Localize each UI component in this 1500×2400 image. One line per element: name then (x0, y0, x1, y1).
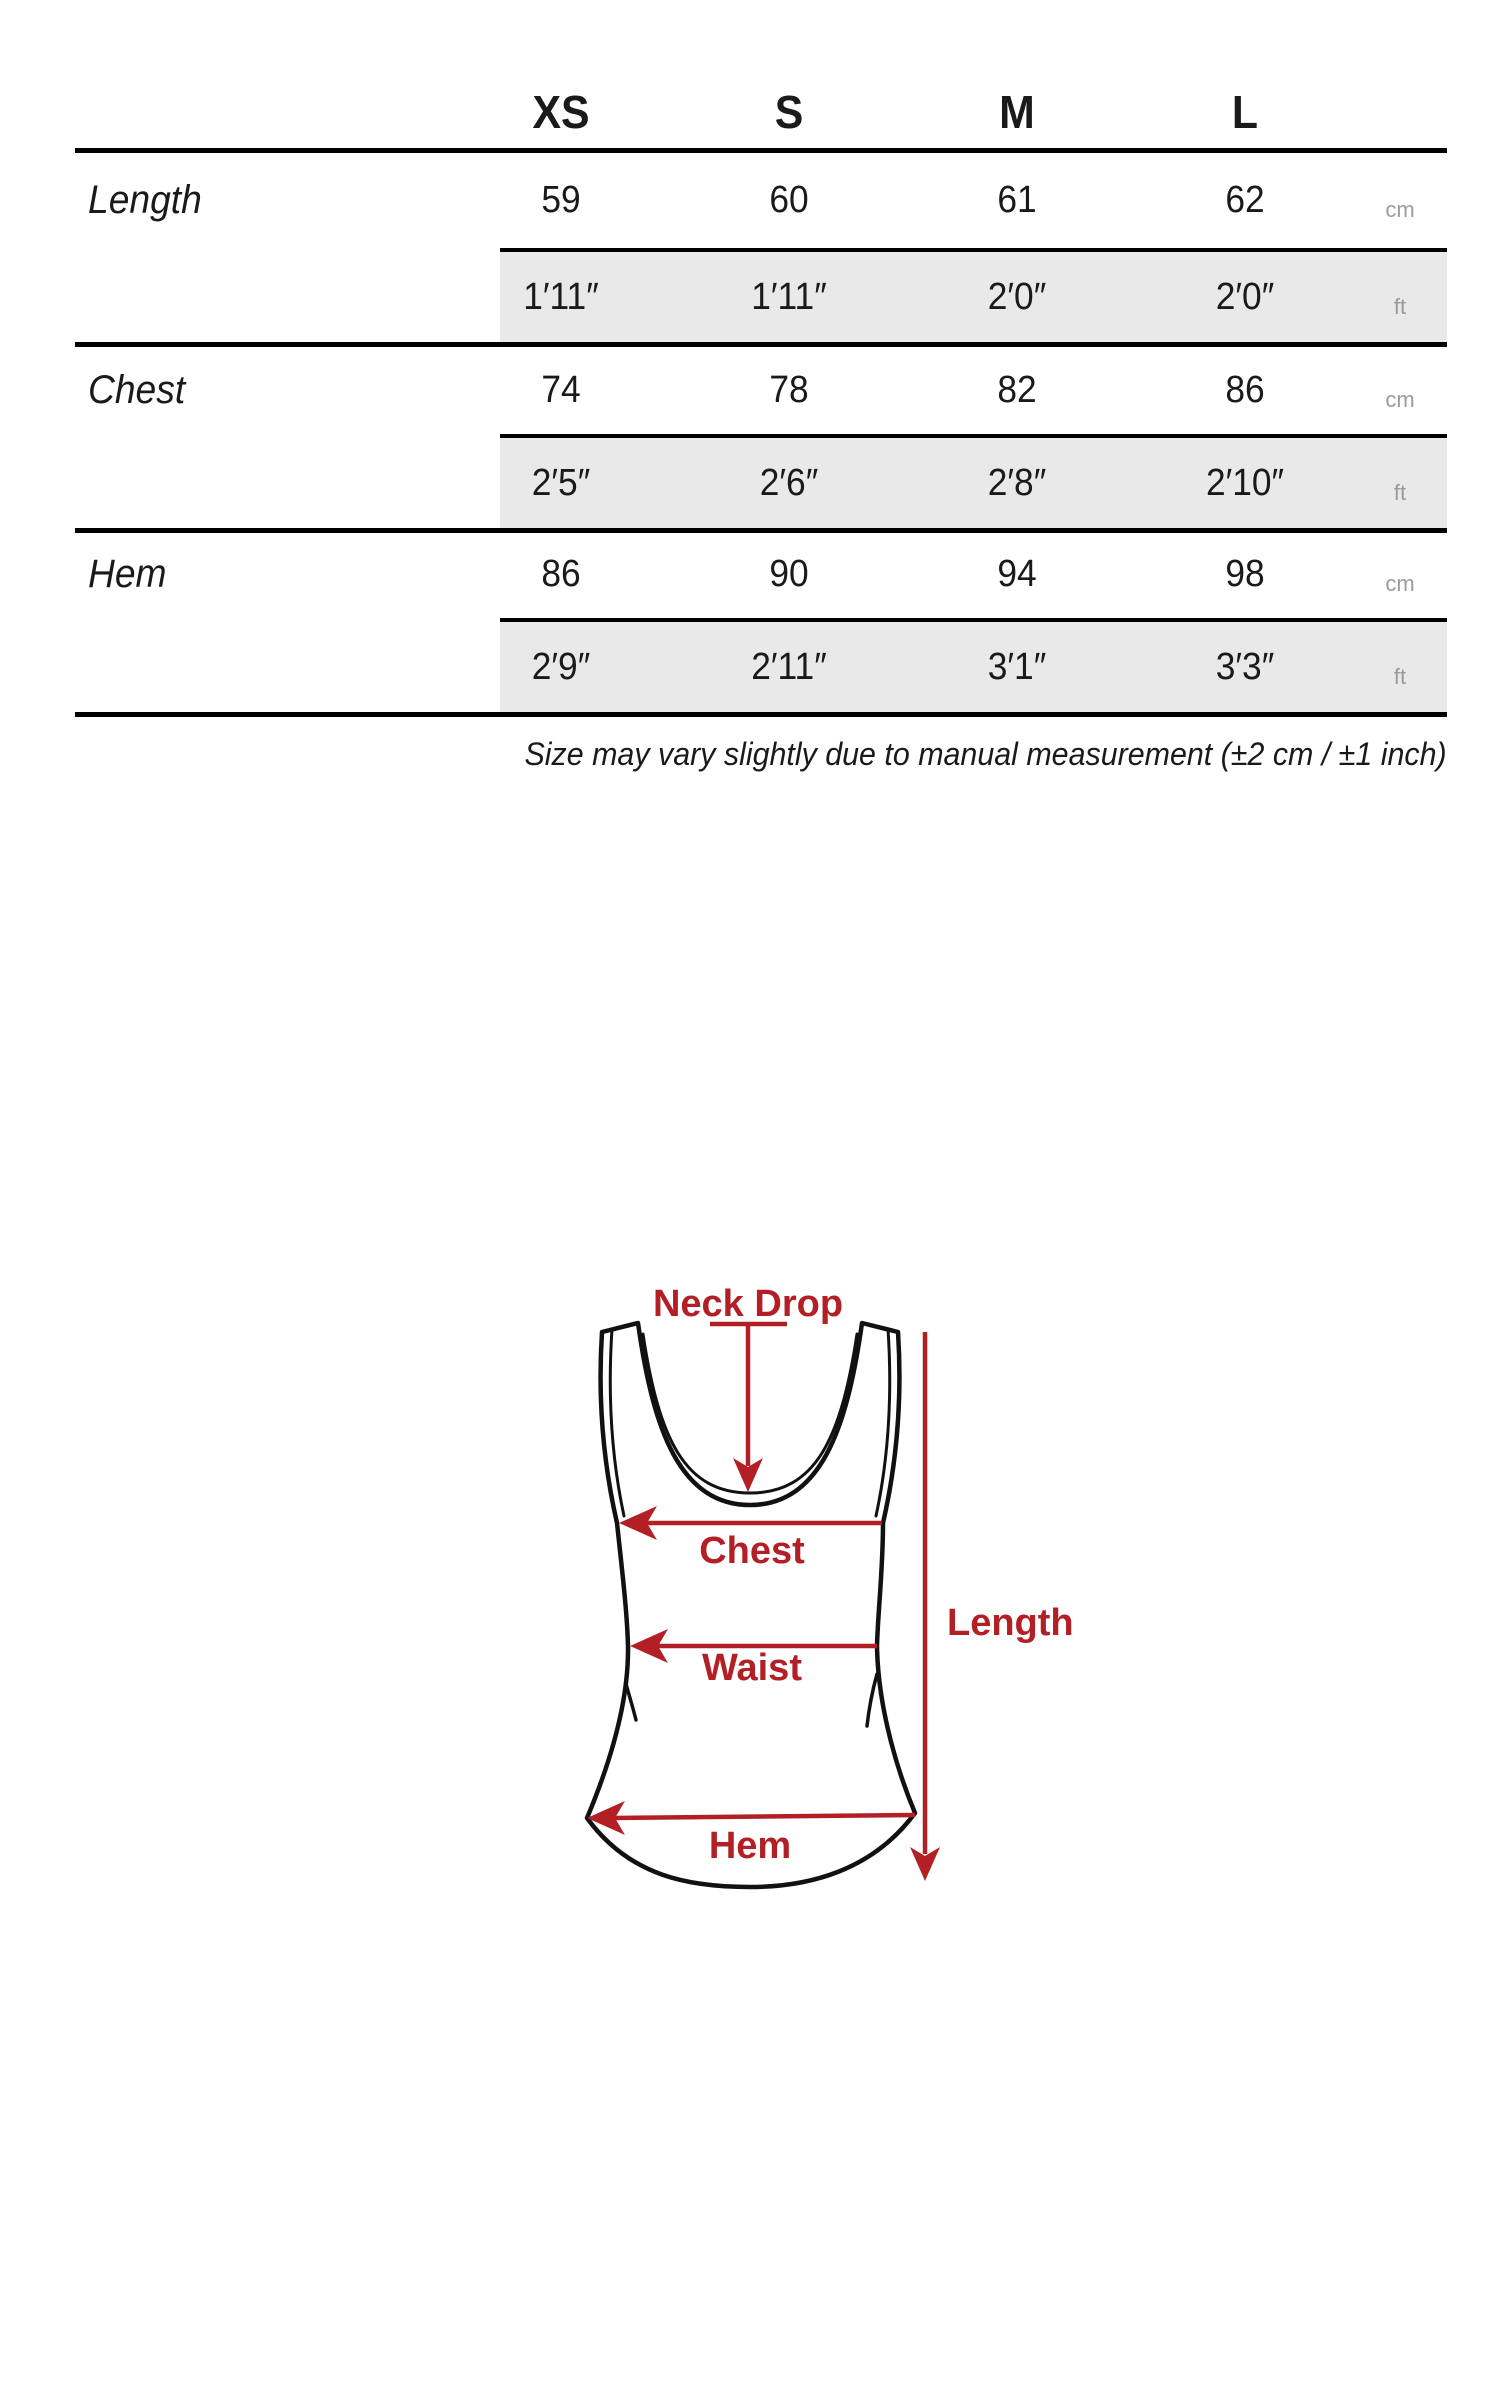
unit-label-cm: cm (1385, 197, 1415, 222)
cm-value: 62 (1225, 179, 1265, 221)
cm-value: 60 (769, 179, 809, 221)
size-col-header-xs: XS (532, 86, 590, 138)
cm-value: 94 (997, 553, 1037, 595)
cm-value: 59 (541, 179, 581, 221)
cm-value: 86 (541, 553, 581, 595)
ft-value: 2′8″ (987, 462, 1047, 504)
row-label-chest: Chest (88, 368, 186, 412)
cm-value: 78 (769, 369, 809, 411)
cm-value: 82 (997, 369, 1037, 411)
unit-label-ft: ft (1393, 664, 1407, 689)
ft-value: 3′1″ (987, 646, 1047, 688)
cm-value: 61 (997, 179, 1037, 221)
size-col-header-l: L (1231, 86, 1259, 138)
ft-value: 2′9″ (531, 646, 591, 688)
ft-value: 1′11″ (523, 276, 599, 318)
chest-label: Chest (699, 1530, 805, 1572)
hem-label: Hem (708, 1825, 792, 1867)
ft-value: 2′6″ (759, 462, 819, 504)
cm-value: 98 (1225, 553, 1265, 595)
table-rule (75, 528, 1447, 533)
size-col-header-s: S (774, 86, 804, 138)
ft-value: 2′5″ (531, 462, 591, 504)
unit-label-cm: cm (1385, 571, 1415, 596)
unit-label-ft: ft (1393, 294, 1407, 319)
cm-value: 90 (769, 553, 809, 595)
ft-value: 2′0″ (1215, 276, 1275, 318)
table-rule (75, 342, 1447, 347)
row-label-hem: Hem (88, 552, 167, 596)
table-rule (75, 712, 1447, 717)
hem-arrow-line (613, 1815, 915, 1818)
length-label: Length (947, 1602, 1074, 1644)
cm-value: 74 (541, 369, 581, 411)
unit-label-cm: cm (1385, 387, 1415, 412)
measurement-note: Size may vary slightly due to manual measurement (±2 cm / ±1 inch) (524, 736, 1447, 772)
size-col-header-m: M (999, 86, 1035, 138)
row-label-length: Length (88, 178, 202, 222)
ft-value: 1′11″ (751, 276, 827, 318)
tank-top-diagram (575, 1280, 1100, 1900)
cm-value: 86 (1225, 369, 1265, 411)
unit-label-ft: ft (1393, 480, 1407, 505)
ft-value: 3′3″ (1215, 646, 1275, 688)
table-rule (75, 148, 1447, 153)
waist-label: Waist (702, 1647, 802, 1689)
neck-drop-label: Neck Drop (652, 1283, 844, 1325)
ft-value: 2′0″ (987, 276, 1047, 318)
ft-value: 2′11″ (751, 646, 827, 688)
garment-outline (587, 1323, 915, 1887)
ft-value: 2′10″ (1205, 462, 1285, 504)
